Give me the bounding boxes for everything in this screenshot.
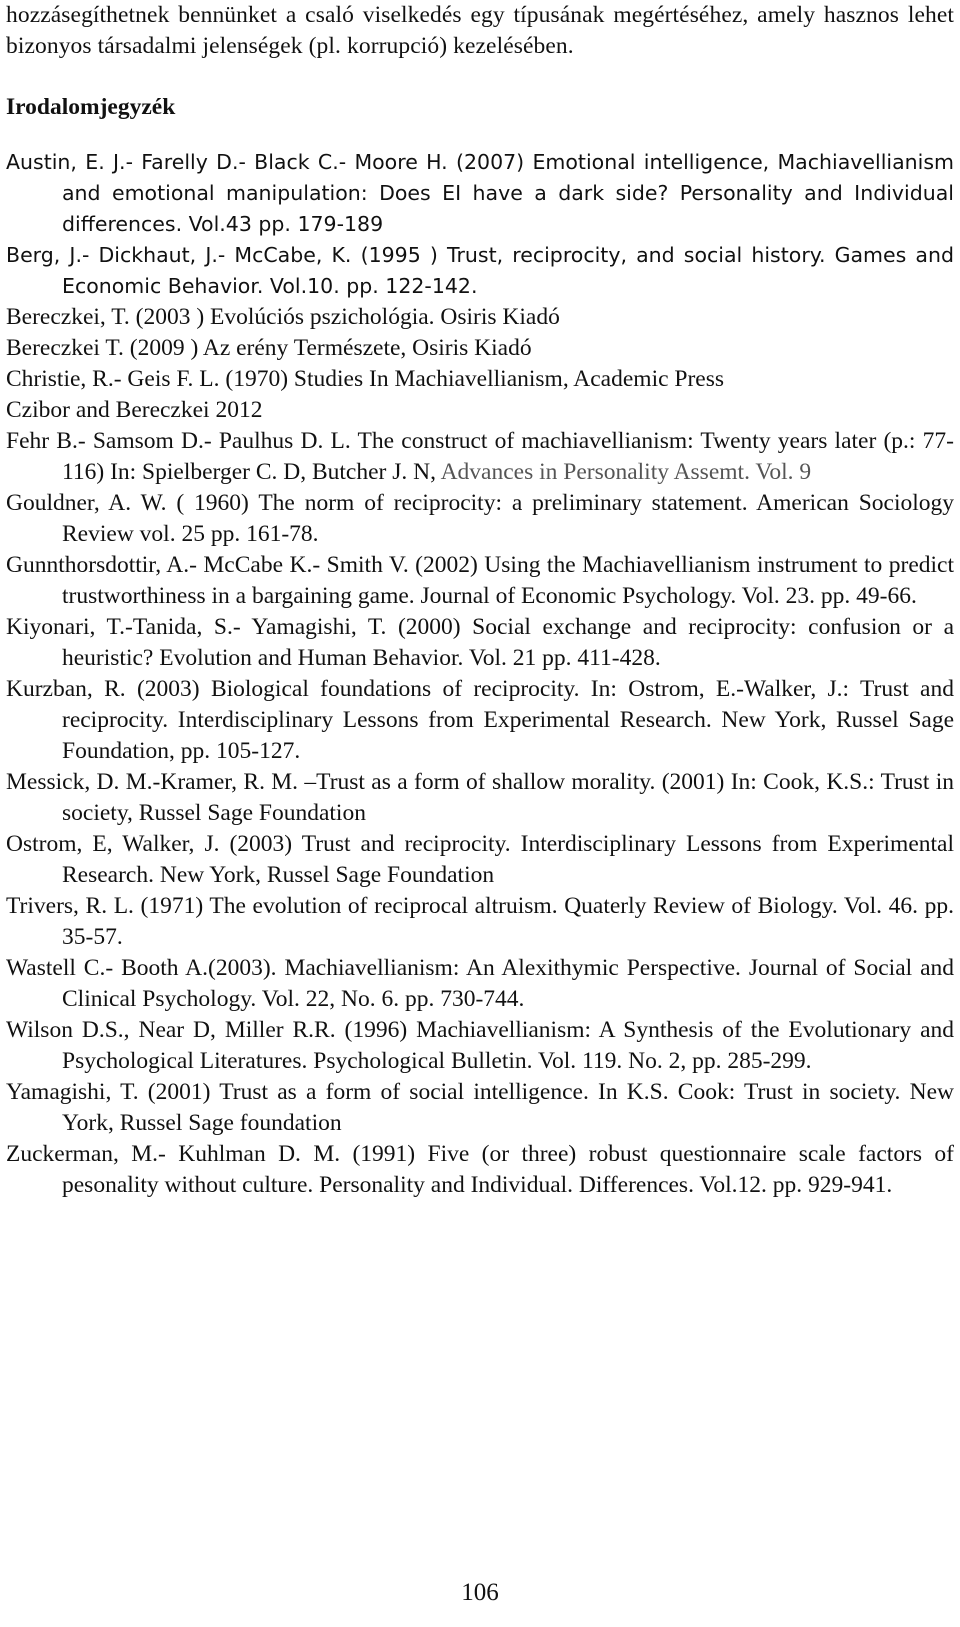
reference-text: Ostrom, E, Walker, J. (2003) Trust and reciprocity. Interdisciplinary Lessons from Experimental Research. New York, Russel Sage Foundation <box>6 831 954 888</box>
reference-text: Trivers, R. L. (1971) The evolution of reciprocal altruism. Quaterly Review of Biology. Vol. 46. pp. 35-57. <box>6 893 954 950</box>
reference-item <box>6 767 954 829</box>
reference-item <box>6 1015 954 1077</box>
reference-text: Kurzban, R. (2003) Biological foundations of reciprocity. In: Ostrom, E.-Walker, J.: Trust and reciprocity. Interdisciplinary Lessons from Experimental Research. New York, Russel Sage Foundation, pp. 105-127. <box>6 676 954 764</box>
reference-list <box>6 147 954 1201</box>
reference-item <box>6 364 954 395</box>
document-page <box>6 0 954 1201</box>
bibliography-heading: Irodalomjegyzék <box>6 94 176 120</box>
reference-text: Yamagishi, T. (2001) Trust as a form of social intelligence. In K.S. Cook: Trust in society. New York, Russel Sage foundation <box>6 1079 954 1136</box>
reference-item <box>6 953 954 1015</box>
reference-item <box>6 829 954 891</box>
reference-item <box>6 302 954 333</box>
reference-text: Austin, E. J.- Farelly D.- Black C.- Moore H. (2007) Emotional intelligence, Machiavellianism and emotional manipulation: Does EI have a dark side? Personality and Individual differences. Vol.43 pp. 179-189 <box>6 150 954 236</box>
reference-text: Messick, D. M.-Kramer, R. M. –Trust as a form of shallow morality. (2001) In: Cook, K.S.: Trust in society, Russel Sage Foundation <box>6 769 954 826</box>
reference-item <box>6 1139 954 1201</box>
reference-text: Gunnthorsdottir, A.- McCabe K.- Smith V. (2002) Using the Machiavellianism instrument to predict trustworthiness in a bargaining game. Journal of Economic Psychology. Vol. 23. pp. 49-66. <box>6 552 954 609</box>
reference-item <box>6 1077 954 1139</box>
reference-item <box>6 674 954 767</box>
reference-text: Gouldner, A. W. ( 1960) The norm of reciprocity: a preliminary statement. American Sociology Review vol. 25 pp. 161-78. <box>6 490 954 547</box>
reference-text: Wilson D.S., Near D, Miller R.R. (1996) Machiavellianism: A Synthesis of the Evolutionary and Psychological Literatures. Psychological Bulletin. Vol. 119. No. 2, pp. 285-299. <box>6 1017 954 1074</box>
reference-item <box>6 550 954 612</box>
reference-text: Wastell C.- Booth A.(2003). Machiavellianism: An Alexithymic Perspective. Journal of Social and Clinical Psychology. Vol. 22, No. 6. pp. 730-744. <box>6 955 954 1012</box>
reference-text: Bereczkei T. (2009 ) Az erény Természete, Osiris Kiadó <box>6 335 532 361</box>
reference-item <box>6 488 954 550</box>
reference-text: Kiyonari, T.-Tanida, S.- Yamagishi, T. (2000) Social exchange and reciprocity: confusion or a heuristic? Evolution and Human Behavior. Vol. 21 pp. 411-428. <box>6 614 954 671</box>
reference-text: Bereczkei, T. (2003 ) Evolúciós pszichológia. Osiris Kiadó <box>6 304 560 330</box>
reference-text: Zuckerman, M.- Kuhlman D. M. (1991) Five (or three) robust questionnaire scale factors of pesonality without culture. Personality and Individual. Differences. Vol.12. pp. 929-941. <box>6 1141 954 1198</box>
reference-text: Czibor and Bereczkei 2012 <box>6 397 263 423</box>
reference-item <box>6 240 954 302</box>
reference-item <box>6 891 954 953</box>
reference-item <box>6 612 954 674</box>
intro-paragraph: hozzásegíthetnek bennünket a csaló viselkedés egy típusának megértéséhez, amely hasznos lehet bizonyos társadalmi jelenségek (pl. korrupció) kezelésében. <box>6 2 954 59</box>
reference-item <box>6 333 954 364</box>
reference-text-gray: Advances in Personality Assemt. Vol. 9 <box>440 459 812 485</box>
page-number: 106 <box>461 1579 499 1606</box>
reference-text: Christie, R.- Geis F. L. (1970) Studies In Machiavellianism, Academic Press <box>6 366 725 392</box>
reference-text: Fehr B.- Samsom D.- Paulhus D. L. The construct of machiavellianism: Twenty years later (p.: 77-116) In: Spielberger C. D, Butcher J. N, <box>6 428 954 485</box>
reference-item <box>6 426 954 488</box>
reference-item <box>6 147 954 240</box>
reference-text: Berg, J.- Dickhaut, J.- McCabe, K. (1995 ) Trust, reciprocity, and social history. Games and Economic Behavior. Vol.10. pp. 122-142. <box>6 243 954 298</box>
reference-item <box>6 395 954 426</box>
